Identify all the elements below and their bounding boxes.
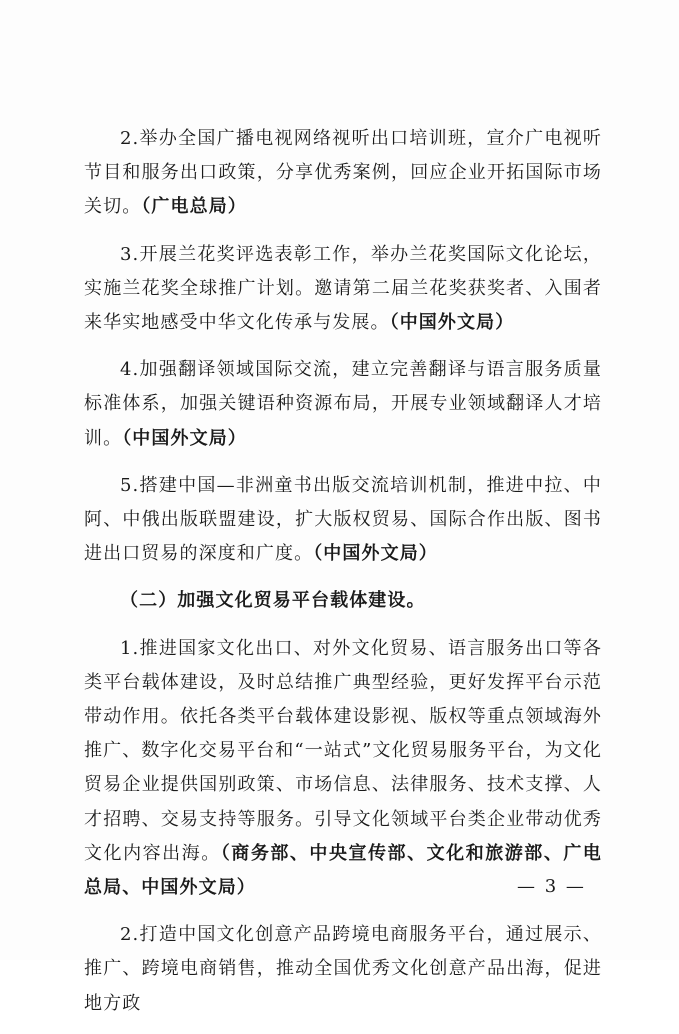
section-item-1-paragraph [84, 632, 602, 906]
section-item-2-text: 2.打造中国文化创意产品跨境电商服务平台，通过展示、推广、跨境电商销售，推动全国优秀文化创意产品出海，促进地方政 [84, 924, 602, 1014]
item-4-paragraph [84, 353, 602, 456]
item-5-department: （中国外文局） [313, 543, 438, 565]
item-2-paragraph [84, 122, 602, 225]
item-4-text: 4.加强翻译领域国际交流，建立完善翻译与语言服务质量标准体系，加强关键语种资源布局，开展专业领域翻译人才培训。 [84, 359, 602, 449]
section-item-2-paragraph [84, 918, 602, 1021]
item-3-text: 3.开展兰花奖评选表彰工作，举办兰花奖国际文化论坛，实施兰花奖全球推广计划。邀请第二届兰花奖获奖者、入围者来华实地感受中华文化传承与发展。 [84, 243, 602, 334]
item-5-paragraph [84, 469, 602, 572]
item-2-text: 2.举办全国广播电视网络视听出口培训班，宣介广电视听节目和服务出口政策，分享优秀案例，回应企业开拓国际市场关切。 [84, 128, 602, 218]
section-item-1-department: （商务部、中央宣传部、文化和旅游部、广电总局、中国外文局） [84, 842, 603, 899]
item-5-text: 5.搭建中国—非洲童书出版交流培训机制，推进中拉、中阿、中俄出版联盟建设，扩大版权贸易、国际合作出版、图书进出口贸易的深度和广度。 [84, 474, 602, 565]
item-4-department: （中国外文局） [122, 427, 247, 449]
item-3-paragraph [84, 238, 602, 341]
section-item-1-text: 1.推进国家文化出口、对外文化贸易、语言服务出口等各类平台载体建设，及时总结推广典型经验，更好发挥平台示范带动作用。依托各类平台载体建设影视、版权等重点领域海外推广、数字化交易平台和“一站式”文化贸易服务平台，为文化贸易企业提供国别政策、市场信息、法律服务、技术支撑、人才招聘、交易支持等服务。引导文化领域平台类企业带动优秀文化内容出海。 [84, 637, 602, 864]
section-heading: （二）加强文化贸易平台载体建设。 [120, 590, 426, 612]
page-number: — 3 — [517, 876, 586, 897]
item-2-department: （广电总局） [141, 196, 247, 218]
item-3-department: （中国外文局） [389, 312, 515, 334]
